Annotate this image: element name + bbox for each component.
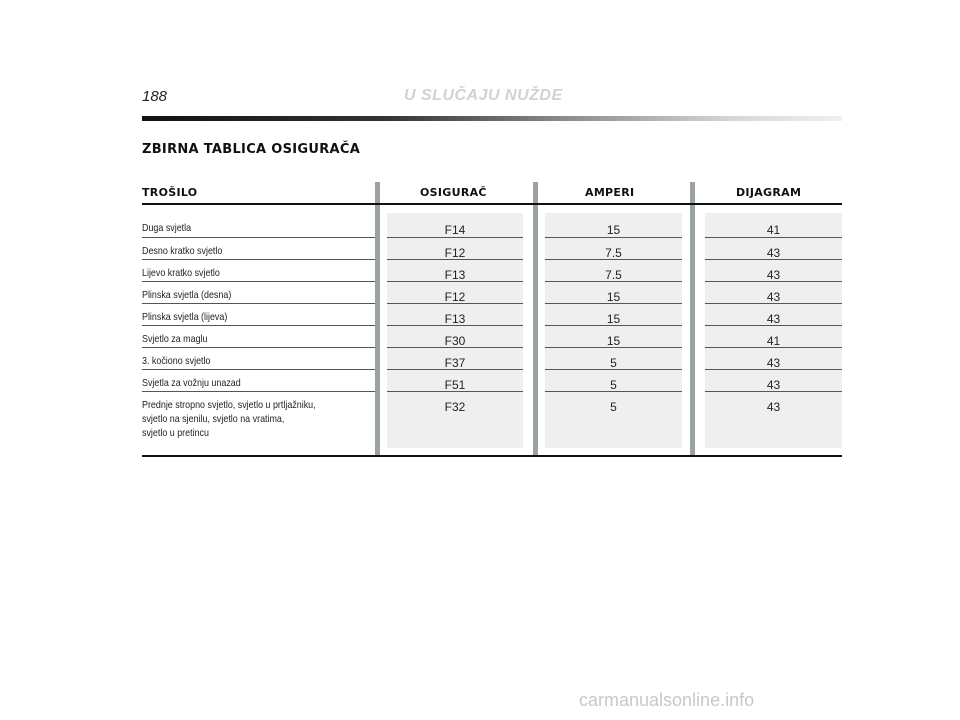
row-divider [545,237,682,238]
row-divider [705,303,842,304]
consumer-label: Desno kratko svjetlo [142,245,223,257]
row-divider [545,259,682,260]
fuse-cell: F37 [444,356,466,370]
row-divider [545,369,682,370]
column-separator [533,182,538,457]
row-divider [387,369,523,370]
watermark: carmanualsonline.info [579,690,755,710]
consumer-label: Prednje stropno svjetlo, svjetlo u prtljažniku, [142,399,316,411]
diagram-cell: 43 [766,268,781,282]
diagram-cell: 43 [766,378,781,392]
consumer-label: Duga svjetla [142,222,192,234]
consumer-label: 3. kočiono svjetlo [142,355,211,367]
consumer-label: svjetlo u pretincu [142,427,209,439]
diagram-cell: 43 [766,356,781,370]
amp-cell: 5 [610,356,617,370]
diagram-cell: 43 [766,290,781,304]
row-divider [705,347,842,348]
row-divider [142,391,375,392]
amp-cell: 15 [606,223,621,237]
diagram-cell: 41 [766,223,781,237]
row-divider [387,325,523,326]
row-divider [387,237,523,238]
row-divider [705,325,842,326]
consumer-label: Lijevo kratko svjetlo [142,267,220,279]
column-separator [690,182,695,457]
row-divider [142,281,375,282]
row-divider [705,237,842,238]
row-divider [705,259,842,260]
section-title: ZBIRNA TABLICA OSIGURAČA [142,142,361,157]
row-divider [705,281,842,282]
row-divider [142,325,375,326]
amp-cell: 15 [606,334,621,348]
fuse-cell: F12 [444,246,466,260]
fuse-cell: F32 [444,400,466,414]
table-bottom-rule [142,455,842,457]
fuse-cell: F13 [444,312,466,326]
amp-cell: 7.5 [605,268,622,282]
table-top-rule [142,203,842,205]
chapter-title: U SLUČAJU NUŽDE [404,87,563,104]
amp-cell: 15 [606,312,621,326]
amp-cell: 5 [610,378,617,392]
amp-cell: 7.5 [605,246,622,260]
amp-cell: 5 [610,400,617,414]
fuse-cell: F14 [444,223,466,237]
diagram-cell: 43 [766,246,781,260]
fuse-cell: F51 [444,378,466,392]
row-divider [545,391,682,392]
row-divider [545,325,682,326]
row-divider [387,281,523,282]
consumer-label: Svjetla za vožnju unazad [142,377,241,389]
row-divider [142,237,375,238]
consumer-label: Plinska svjetla (lijeva) [142,311,228,323]
row-divider [142,369,375,370]
consumer-label: Svjetlo za maglu [142,333,208,345]
row-divider [387,347,523,348]
row-divider [142,303,375,304]
page-number: 188 [142,88,168,105]
row-divider [545,303,682,304]
row-divider [387,259,523,260]
column-header-amperi: AMPERI [585,186,635,199]
row-divider [705,369,842,370]
diagram-cell: 43 [766,312,781,326]
row-divider [387,391,523,392]
diagram-cell: 43 [766,400,781,414]
header-gradient-rule [142,116,842,121]
row-divider [545,347,682,348]
fuse-cell: F12 [444,290,466,304]
fuse-cell: F30 [444,334,466,348]
row-divider [545,281,682,282]
consumer-label: svjetlo na sjenilu, svjetlo na vratima, [142,413,285,425]
fuse-cell: F13 [444,268,466,282]
row-divider [142,347,375,348]
column-separator [375,182,380,457]
column-header-osigurac: OSIGURAČ [420,186,487,199]
consumer-label: Plinska svjetla (desna) [142,289,232,301]
row-divider [142,259,375,260]
amp-cell: 15 [606,290,621,304]
row-divider [387,303,523,304]
column-header-dijagram: DIJAGRAM [736,186,802,199]
diagram-cell: 41 [766,334,781,348]
column-header-trosilo: TROŠILO [142,186,198,199]
row-divider [705,391,842,392]
